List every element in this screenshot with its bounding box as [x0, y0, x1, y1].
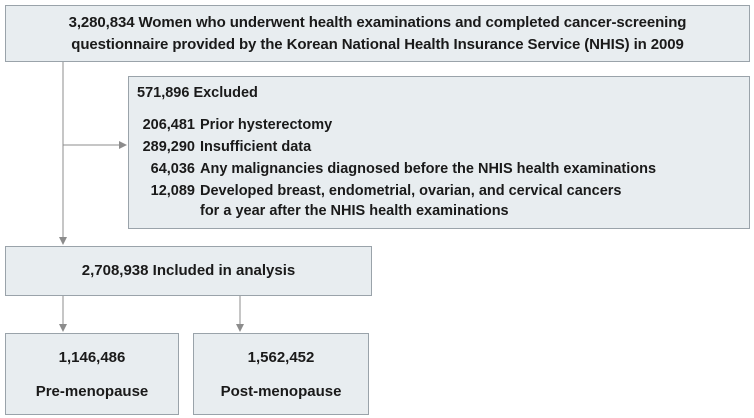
exclusion-reason: Any malignancies diagnosed before the NHIS health examinations — [200, 161, 657, 177]
study-population-line-2: questionnaire provided by the Korean National Health Insurance Service (NHIS) in 2009 — [71, 36, 684, 53]
exclusion-reason: Insufficient data — [200, 139, 312, 155]
included-label: 2,708,938 Included in analysis — [81, 262, 296, 279]
post-menopause-label: Post-menopause — [220, 383, 342, 400]
exclusion-item — [133, 161, 656, 177]
pre-menopause-box — [5, 333, 179, 415]
study-population-line-1: 3,280,834 Women who underwent health examinations and completed cancer-screening — [68, 14, 687, 31]
exclusion-item — [133, 117, 332, 133]
post-menopause-box — [193, 333, 369, 415]
exclusion-count: 289,290 — [142, 139, 195, 155]
excluded-box — [128, 76, 750, 229]
excluded-header: 571,896 Excluded — [137, 85, 258, 101]
exclusion-reason-continuation: for a year after the NHIS health examinations — [200, 203, 509, 219]
exclusion-reason: Developed breast, endometrial, ovarian, and cervical cancers — [200, 183, 622, 199]
post-menopause-count: 1,562,452 — [247, 349, 315, 366]
pre-menopause-label: Pre-menopause — [35, 383, 149, 400]
pre-menopause-count: 1,146,486 — [58, 349, 126, 366]
exclusion-count: 64,036 — [150, 161, 195, 177]
included-box — [5, 246, 372, 296]
exclusion-reason: Prior hysterectomy — [200, 117, 333, 133]
exclusion-count: 206,481 — [142, 117, 195, 133]
exclusion-item — [133, 183, 622, 199]
exclusion-item — [133, 139, 311, 155]
exclusion-count: 12,089 — [150, 183, 195, 199]
study-population-box — [5, 5, 750, 62]
